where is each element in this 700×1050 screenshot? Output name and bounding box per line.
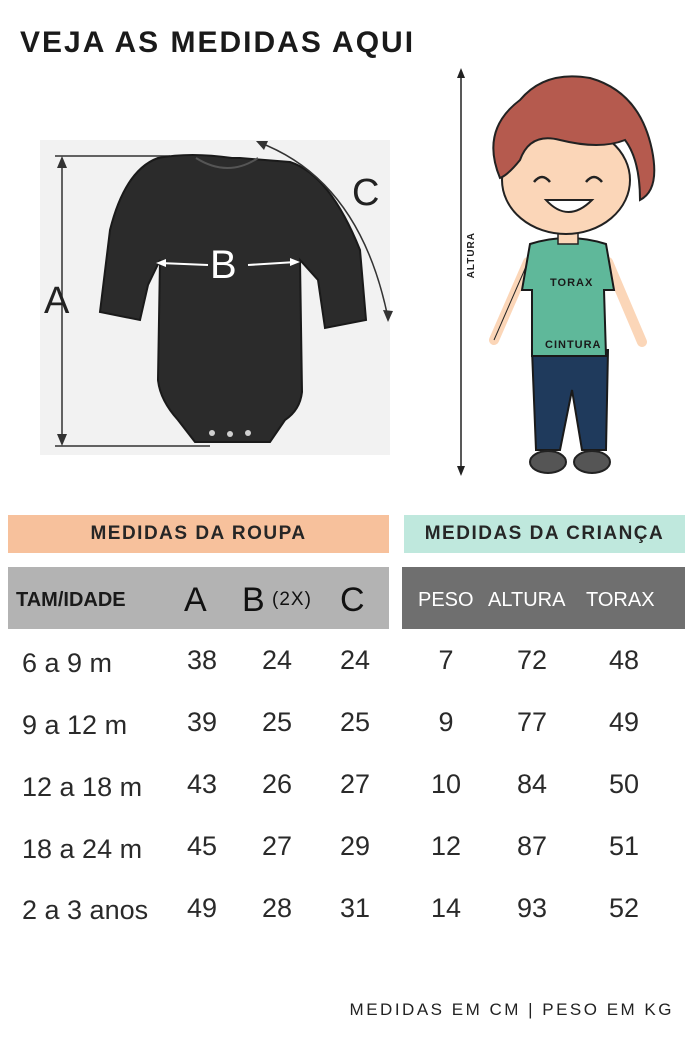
cell-peso: 14 <box>430 893 462 923</box>
cell-b: 25 <box>261 707 293 737</box>
column-header-c: C <box>340 581 365 619</box>
dimension-c-label: C <box>352 172 380 214</box>
column-header-b: B <box>242 581 265 619</box>
dimension-a-label: A <box>44 280 70 322</box>
cell-altura: 72 <box>516 645 548 675</box>
units-footer: MEDIDAS EM CM | PESO EM KG <box>349 1000 674 1019</box>
cell-torax: 51 <box>608 831 640 861</box>
cell-peso: 12 <box>430 831 462 861</box>
cell-b: 26 <box>261 769 293 799</box>
column-header-altura: ALTURA <box>488 589 566 611</box>
cell-c: 29 <box>339 831 371 861</box>
column-header-torax: TORAX <box>586 589 655 611</box>
clothing-section-header: MEDIDAS DA ROUPA <box>8 515 389 553</box>
cell-torax: 48 <box>608 645 640 675</box>
child-waist-label: CINTURA <box>545 339 602 351</box>
column-header-size: TAM/IDADE <box>16 589 126 611</box>
dimension-b-label: B <box>210 243 237 287</box>
cell-torax: 52 <box>608 893 640 923</box>
child-section-header: MEDIDAS DA CRIANÇA <box>404 515 685 553</box>
cell-torax: 50 <box>608 769 640 799</box>
cell-c: 24 <box>339 645 371 675</box>
cell-altura: 87 <box>516 831 548 861</box>
cell-a: 43 <box>186 769 218 799</box>
cell-peso: 9 <box>438 707 454 737</box>
cell-a: 38 <box>186 645 218 675</box>
cell-a: 49 <box>186 893 218 923</box>
cell-a: 45 <box>186 831 218 861</box>
cell-peso: 7 <box>438 645 454 675</box>
page-title: VEJA AS MEDIDAS AQUI <box>20 26 416 59</box>
cell-size: 12 a 18 m <box>22 772 143 802</box>
cell-altura: 84 <box>516 769 548 799</box>
cell-c: 31 <box>339 893 371 923</box>
cell-b: 24 <box>261 645 293 675</box>
child-height-label: ALTURA <box>466 232 477 279</box>
cell-b: 27 <box>261 831 293 861</box>
cell-c: 25 <box>339 707 371 737</box>
column-header-peso: PESO <box>418 589 474 611</box>
child-chest-label: TORAX <box>550 277 594 289</box>
column-header-b-note: (2X) <box>272 589 312 610</box>
child-illustration <box>0 0 700 500</box>
cell-altura: 93 <box>516 893 548 923</box>
cell-c: 27 <box>339 769 371 799</box>
cell-size: 9 a 12 m <box>22 710 128 740</box>
column-header-a: A <box>184 581 207 619</box>
cell-torax: 49 <box>608 707 640 737</box>
cell-size: 6 a 9 m <box>22 648 113 678</box>
cell-b: 28 <box>261 893 293 923</box>
cell-a: 39 <box>186 707 218 737</box>
cell-altura: 77 <box>516 707 548 737</box>
cell-size: 18 a 24 m <box>22 834 143 864</box>
cell-peso: 10 <box>430 769 462 799</box>
cell-size: 2 a 3 anos <box>22 895 149 925</box>
